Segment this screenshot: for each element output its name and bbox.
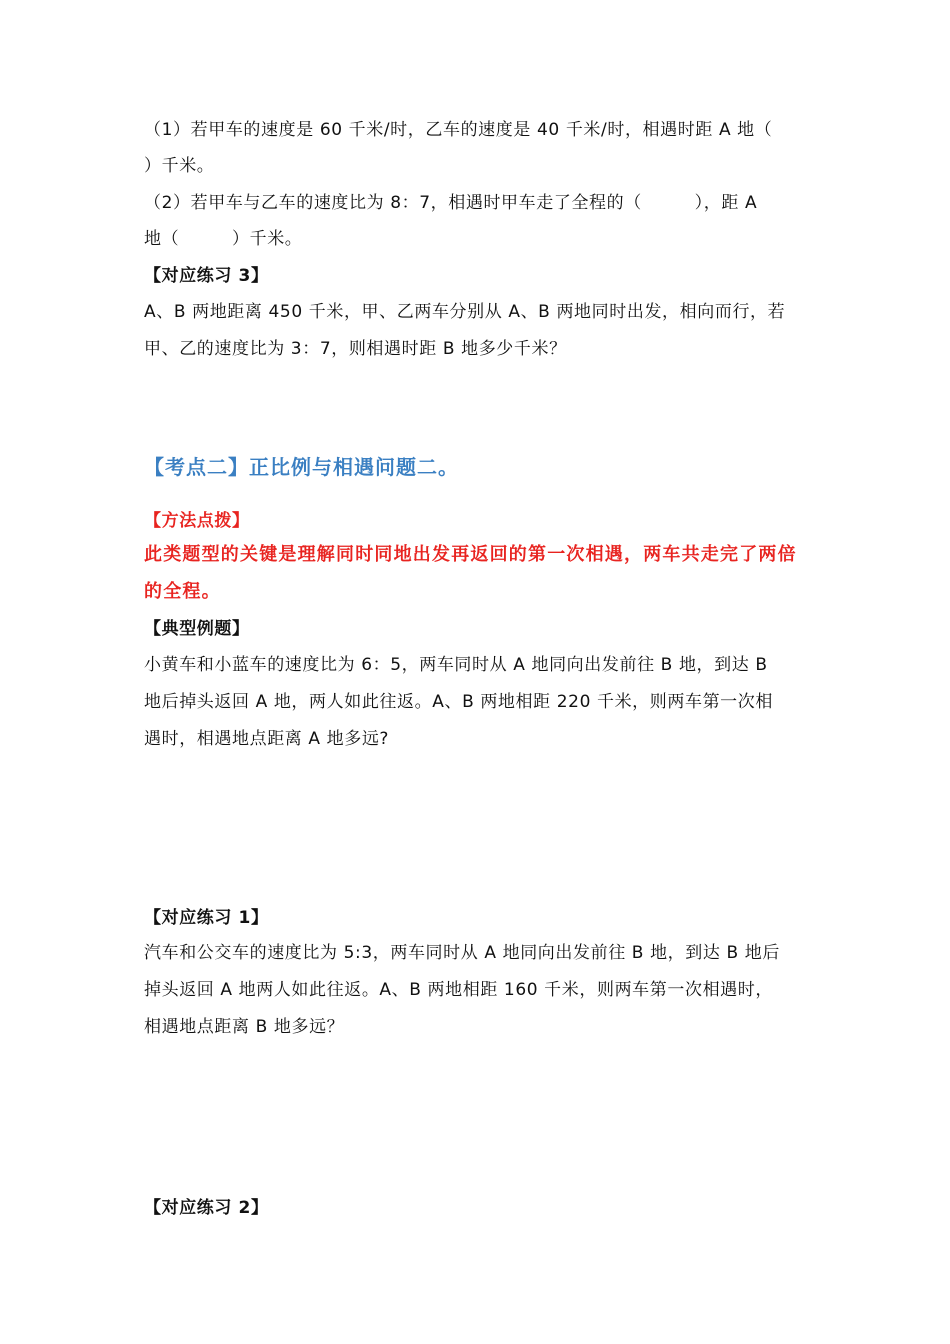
question-2-line-1: （2）若甲车与乙车的速度比为 8：7，相遇时甲车走了全程的（ ），距 A <box>144 193 758 213</box>
method-line-1: 此类题型的关键是理解同时同地出发再返回的第一次相遇，两车共走完了两倍 <box>144 544 797 565</box>
example-label: 【典型例题】 <box>144 619 250 639</box>
practice-3-line-1: A、B 两地距离 450 千米，甲、乙两车分别从 A、B 两地同时出发，相向而行，若 <box>144 302 786 322</box>
practice-2-label: 【对应练习 2】 <box>144 1198 269 1218</box>
practice-1-line-2: 掉头返回 A 地两人如此往返。A、B 两地相距 160 千米，则两车第一次相遇时， <box>144 980 773 1000</box>
practice-1-label: 【对应练习 1】 <box>144 908 269 928</box>
question-1-line-2: ）千米。 <box>144 156 215 176</box>
section-heading: 【考点二】正比例与相遇问题二。 <box>144 455 459 479</box>
practice-3-label: 【对应练习 3】 <box>144 266 269 286</box>
question-2-line-2: 地（ ）千米。 <box>144 229 303 249</box>
method-label: 【方法点拨】 <box>144 511 250 531</box>
example-line-2: 地后掉头返回 A 地，两人如此往返。A、B 两地相距 220 千米，则两车第一次相 <box>144 692 773 712</box>
example-line-3: 遇时，相遇地点距离 A 地多远? <box>144 729 390 749</box>
practice-3-line-2: 甲、乙的速度比为 3：7，则相遇时距 B 地多少千米？ <box>144 339 567 359</box>
practice-1-line-1: 汽车和公交车的速度比为 5:3，两车同时从 A 地同向出发前往 B 地，到达 B 地后 <box>144 943 780 963</box>
example-line-1: 小黄车和小蓝车的速度比为 6：5，两车同时从 A 地同向出发前往 B 地，到达 B <box>144 655 768 675</box>
question-1-line-1: （1）若甲车的速度是 60 千米/时，乙车的速度是 40 千米/时，相遇时距 A 地（ <box>144 120 773 140</box>
practice-1-line-3: 相遇地点距离 B 地多远？ <box>144 1017 345 1037</box>
method-line-2: 的全程。 <box>144 581 221 602</box>
